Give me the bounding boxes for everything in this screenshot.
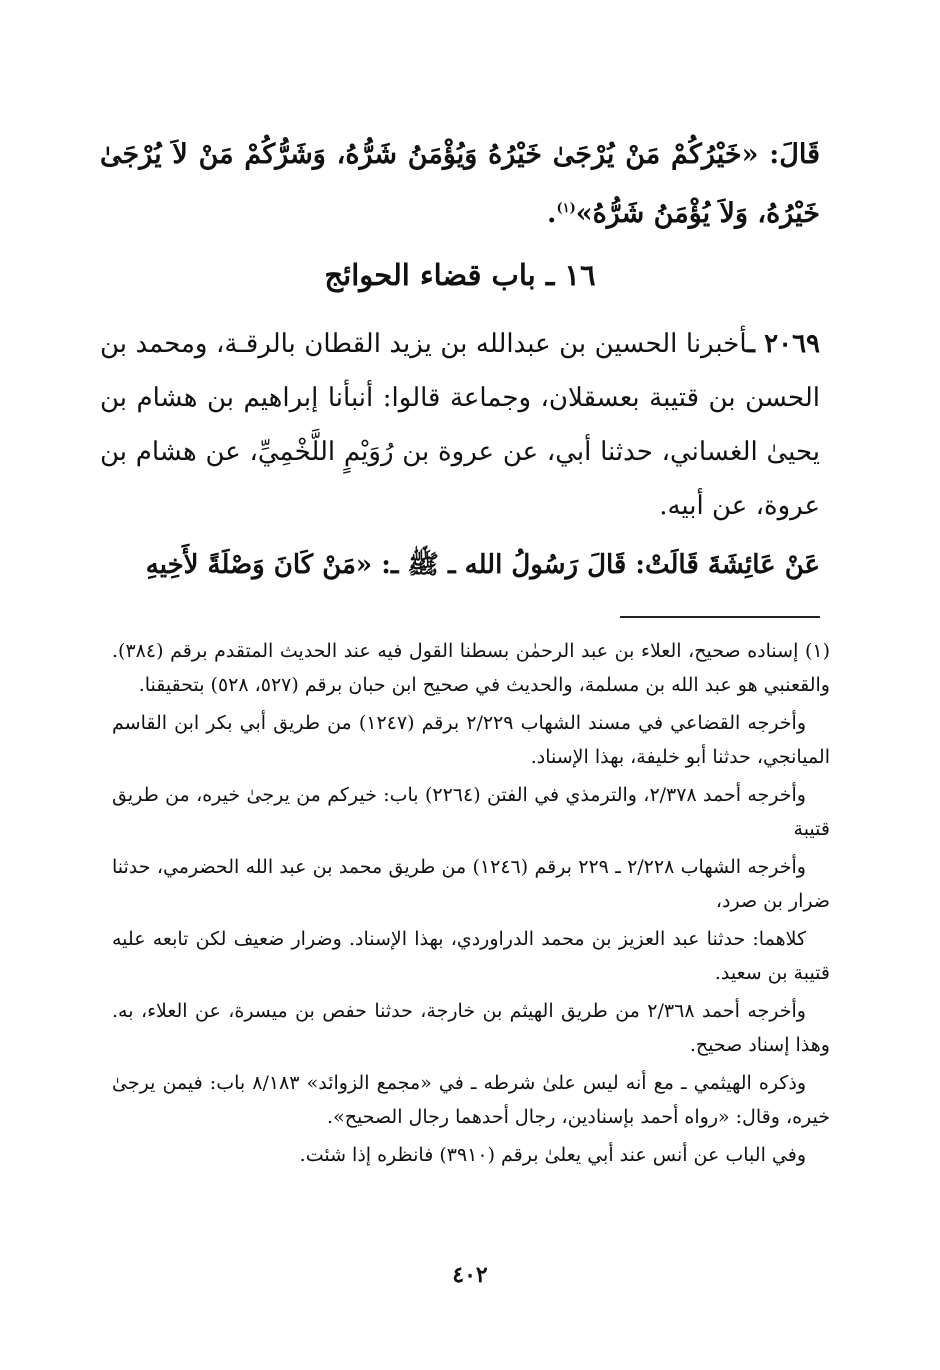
footnote-paragraph: وأخرجه القضاعي في مسند الشهاب ٢/٢٢٩ برقم (١٢٤٧) من طريق أبي بكر ابن القاسم الميانجي، حدثنا أبو خليفة، بهذا الإسناد. — [112, 712, 830, 768]
section-heading: ١٦ ـ باب قضاء الحوائج — [324, 258, 596, 292]
footnote-paragraph: وأخرجه أحمد ٢/٣٦٨ من طريق الهيثم بن خارجة، حدثنا حفص بن ميسرة، عن العلاء، به. وهذا إسناد صحيح. — [112, 1000, 830, 1056]
hadith-number: ٢٠٦٩ ـ — [747, 329, 820, 359]
hadith-isnad — [100, 317, 820, 533]
opening-hadith-ending — [100, 128, 820, 241]
footnote-paragraph: وأخرجه أحمد ٢/٣٧٨، والترمذي في الفتن (٢٢٦٤) باب: خيركم من يرجىٰ خيره، من طريق قتيبة — [112, 784, 830, 840]
opening-line: قَالَ: «خَيْرُكُمْ مَنْ يُرْجَىٰ خَيْرُهُ وَيُؤْمَنُ شَرُّهُ، وَشَرُّكُمْ مَنْ لاَ يُرْجَىٰ خَيْرُهُ، وَلاَ يُؤْمَنُ شَرُّهُ» — [100, 139, 820, 229]
footnote-paragraph: وفي الباب عن أنس عند أبي يعلىٰ برقم (٣٩١٠) فانظره إذا شئت. — [299, 1144, 806, 1166]
footnote-paragraph: وأخرجه الشهاب ٢/٢٢٨ ـ ٢٢٩ برقم (١٢٤٦) من طريق محمد بن عبد الله الحضرمي، حدثنا ضرار بن صرد، — [112, 856, 830, 912]
page-number: ٤٠٢ — [452, 1262, 488, 1288]
footnote-paragraph: كلاهما: حدثنا عبد العزيز بن محمد الدراوردي، بهذا الإسناد. وضرار ضعيف لكن تابعه عليه قتيبة بن سعيد. — [112, 928, 830, 984]
footnote-paragraph: وذكره الهيثمي ـ مع أنه ليس علىٰ شرطه ـ في «مجمع الزوائد» ٨/١٨٣ باب: فيمن يرجىٰ خيره، وقال: «رواه أحمد بإسنادين، رجال أحدهما رجال الصحيح». — [112, 1072, 830, 1128]
footnote-separator — [620, 616, 820, 618]
isnad-text: أخبرنا الحسين بن عبدالله بن يزيد القطان بالرقـة، ومحمد بن الحسن بن قتيبة بعسقلان، وجماعة قالوا: أنبأنا إبراهيم بن هشام بن يحيىٰ الغساني، حدثنا أبي، عن عروة بن رُوَيْمٍ اللَّخْمِيِّ، عن هشام بن عروة، عن أبيه. — [100, 329, 820, 521]
footnote-1: (١) إسناده صحيح، العلاء بن عبد الرحمٰن بسطنا القول فيه عند الحديث المتقدم برقم (٣٨٤). والقعنبي هو عبد الله بن مسلمة، والحديث في صحيح ابن حبان برقم (٥٢٧، ٥٢٨) بتحقيقنا. — [112, 640, 830, 696]
opening-end: . — [547, 198, 557, 229]
footnote-ref: (١) — [556, 201, 576, 216]
hadith-matn: عَنْ عَائِشَةَ قَالَتْ: قَالَ رَسُولُ الله ـ ﷺ ـ: «مَنْ كَانَ وَصْلَةً لأَخِيهِ — [145, 550, 820, 580]
footnotes — [112, 634, 830, 1176]
main-text — [100, 128, 820, 593]
